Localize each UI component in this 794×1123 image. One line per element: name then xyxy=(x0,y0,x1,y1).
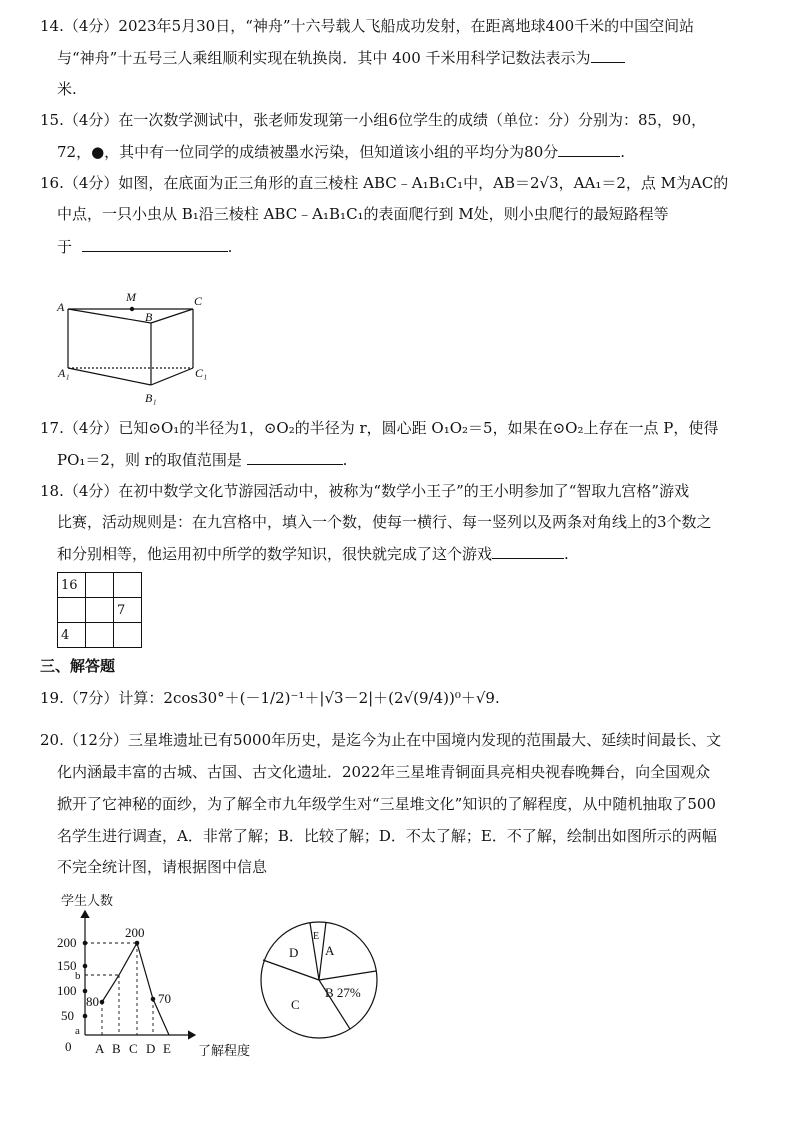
x-axis-title: 了解程度 xyxy=(198,1043,251,1058)
q20-line2: 化内涵最丰富的古城、古国、古文化遗址．2022年三星堆青铜面具亮相央视春晚舞台，向全国观众 xyxy=(57,763,711,781)
q17-line2 xyxy=(57,449,347,470)
grid-cell[interactable] xyxy=(86,623,114,648)
point-label-200: 200 xyxy=(125,925,145,940)
pie-chart xyxy=(255,915,385,1045)
q16-line3-end: . xyxy=(227,238,233,256)
q18-line3-text: 和分别相等，他运用初中所学的数学知识，很快就完成了这个游戏 xyxy=(57,545,493,563)
q16-line3-text: 于 xyxy=(57,238,73,256)
slice-border-C-D xyxy=(263,960,319,980)
label-A: A xyxy=(57,300,65,314)
grid-cell[interactable] xyxy=(114,623,142,648)
ytick-dot-200 xyxy=(83,941,88,946)
grid-cell[interactable] xyxy=(58,598,86,623)
xtick-C: C xyxy=(129,1041,138,1056)
q14-line2-text: 与“神舟”十五号三人乘组顺利实现在轨换岗．其中 400 千米用科学记数法表示为 xyxy=(57,49,591,67)
magic-square-grid xyxy=(57,572,142,648)
xtick-B: B xyxy=(112,1041,121,1056)
slice-label-C: C xyxy=(291,997,300,1012)
q18-line3-end: . xyxy=(564,545,569,563)
q15-line2-text: 72，●，其中有一位同学的成绩被墨水污染，但知道该小组的平均分为80分 xyxy=(57,143,559,161)
edge-A1B1 xyxy=(68,368,151,385)
grid-cell[interactable] xyxy=(86,573,114,598)
q14-line1: 14.（4分）2023年5月30日，“神舟”十六号载人飞船成功发射，在距离地球400千米的中国空间站 xyxy=(40,17,695,35)
origin-label: 0 xyxy=(65,1039,72,1054)
line-chart xyxy=(55,885,265,1065)
q20-line1: 20.（12分）三星堆遗址已有5000年历史，是迄今为止在中国境内发现的范围最大、延续时间最长、文 xyxy=(40,731,722,749)
q15-line2 xyxy=(57,141,625,162)
ytick-50: 50 xyxy=(61,1008,74,1023)
q17-line1: 17.（4分）已知⊙O₁的半径为1，⊙O₂的半径为 r，圆心距 O₁O₂＝5，如果在⊙O₂上存在一点 P，使得 xyxy=(40,419,719,437)
slice-label-E: E xyxy=(313,931,320,942)
q14-line2 xyxy=(57,47,625,68)
label-C: C xyxy=(194,294,203,308)
label-B1: B₁ xyxy=(145,391,157,405)
ytick-150: 150 xyxy=(57,958,77,973)
q16-line2: 中点，一只小虫从 B₁沿三棱柱 ABC﹣A₁B₁C₁的表面爬行到 M处，则小虫爬行的最短路程等 xyxy=(57,205,669,223)
ytick-b: b xyxy=(75,970,81,982)
q15-answer-blank[interactable] xyxy=(558,141,620,157)
label-B: B xyxy=(145,310,153,324)
q18-line1: 18.（4分）在初中数学文化节游园活动中，被称为“数学小王子”的王小明参加了“智取九宫格”游戏 xyxy=(40,482,690,500)
q16-answer-blank[interactable] xyxy=(82,236,228,252)
q20-line3: 掀开了它神秘的面纱，为了解全市九年级学生对“三星堆文化”知识的了解程度，从中随机抽取了500 xyxy=(57,795,716,813)
grid-cell[interactable] xyxy=(86,598,114,623)
q15-line2-end: . xyxy=(620,143,626,161)
q16-line3 xyxy=(57,236,232,257)
q15-line1: 15.（4分）在一次数学测试中，张老师发现第一小组6位学生的成绩（单位：分）分别为：85，90， xyxy=(40,111,707,129)
grid-cell[interactable]: 4 xyxy=(58,623,86,648)
point-C xyxy=(135,941,140,946)
ytick-dot-150 xyxy=(83,964,88,969)
slice-label-A: A xyxy=(325,943,335,958)
q18-line2: 比赛，活动规则是：在九宫格中，填入一个数，使每一横行、每一竖列以及两条对角线上的3个数之 xyxy=(57,513,712,531)
edge-AB xyxy=(68,309,151,323)
q16-line1: 16.（4分）如图，在底面为正三角形的直三棱柱 ABC﹣A₁B₁C₁中，AB＝2√3，AA₁＝2，点 M为AC的 xyxy=(40,174,729,192)
q18-line3 xyxy=(57,543,569,564)
label-M: M xyxy=(126,290,136,304)
section-3-heading: 三、解答题 xyxy=(40,657,116,675)
edge-BC xyxy=(151,309,193,323)
y-axis-title: 学生人数 xyxy=(61,893,114,908)
q17-answer-blank[interactable] xyxy=(247,449,343,465)
grid-cell[interactable]: 16 xyxy=(58,573,86,598)
point-label-80: 80 xyxy=(86,994,99,1009)
q20-line5: 不完全统计图，请根据图中信息 xyxy=(57,858,268,876)
q17-line2-end: . xyxy=(342,451,348,469)
ytick-dot-100 xyxy=(83,989,88,994)
label-A1: A₁ xyxy=(58,366,70,380)
slice-border-A-B xyxy=(319,971,376,980)
q14-line3: 米. xyxy=(57,80,77,98)
xtick-A: A xyxy=(95,1041,105,1056)
q14-answer-blank[interactable] xyxy=(591,47,625,63)
ytick-100: 100 xyxy=(57,983,77,998)
slice-label-D: D xyxy=(289,945,299,960)
q17-line2-text: PO₁＝2，则 r的取值范围是 xyxy=(57,451,242,469)
grid-cell[interactable]: 7 xyxy=(114,598,142,623)
q19-expression: 19.（7分）计算：2cos30°＋(－1/2)⁻¹＋|√3－2|＋(2√(9/4))⁰＋√9. xyxy=(40,689,500,707)
q18-answer-blank[interactable] xyxy=(492,543,564,559)
edge-B1C1 xyxy=(151,368,193,385)
ytick-dot-50 xyxy=(83,1014,88,1019)
xtick-E: E xyxy=(163,1041,171,1056)
grid-cell[interactable] xyxy=(114,573,142,598)
q20-line4: 名学生进行调查，A．非常了解；B．比较了解；D．不太了解；E．不了解，绘制出如图所示的两幅 xyxy=(57,827,717,845)
point-A xyxy=(100,1000,105,1005)
point-label-70: 70 xyxy=(158,991,171,1006)
line-series xyxy=(102,943,169,1035)
slice-label-B: B 27% xyxy=(325,985,361,1000)
xtick-D: D xyxy=(146,1041,156,1056)
point-M xyxy=(130,307,134,311)
prism-figure xyxy=(55,288,225,406)
ytick-a: a xyxy=(75,1025,80,1037)
label-C1: C₁ xyxy=(195,366,208,380)
point-D xyxy=(151,997,156,1002)
ytick-200: 200 xyxy=(57,935,77,950)
